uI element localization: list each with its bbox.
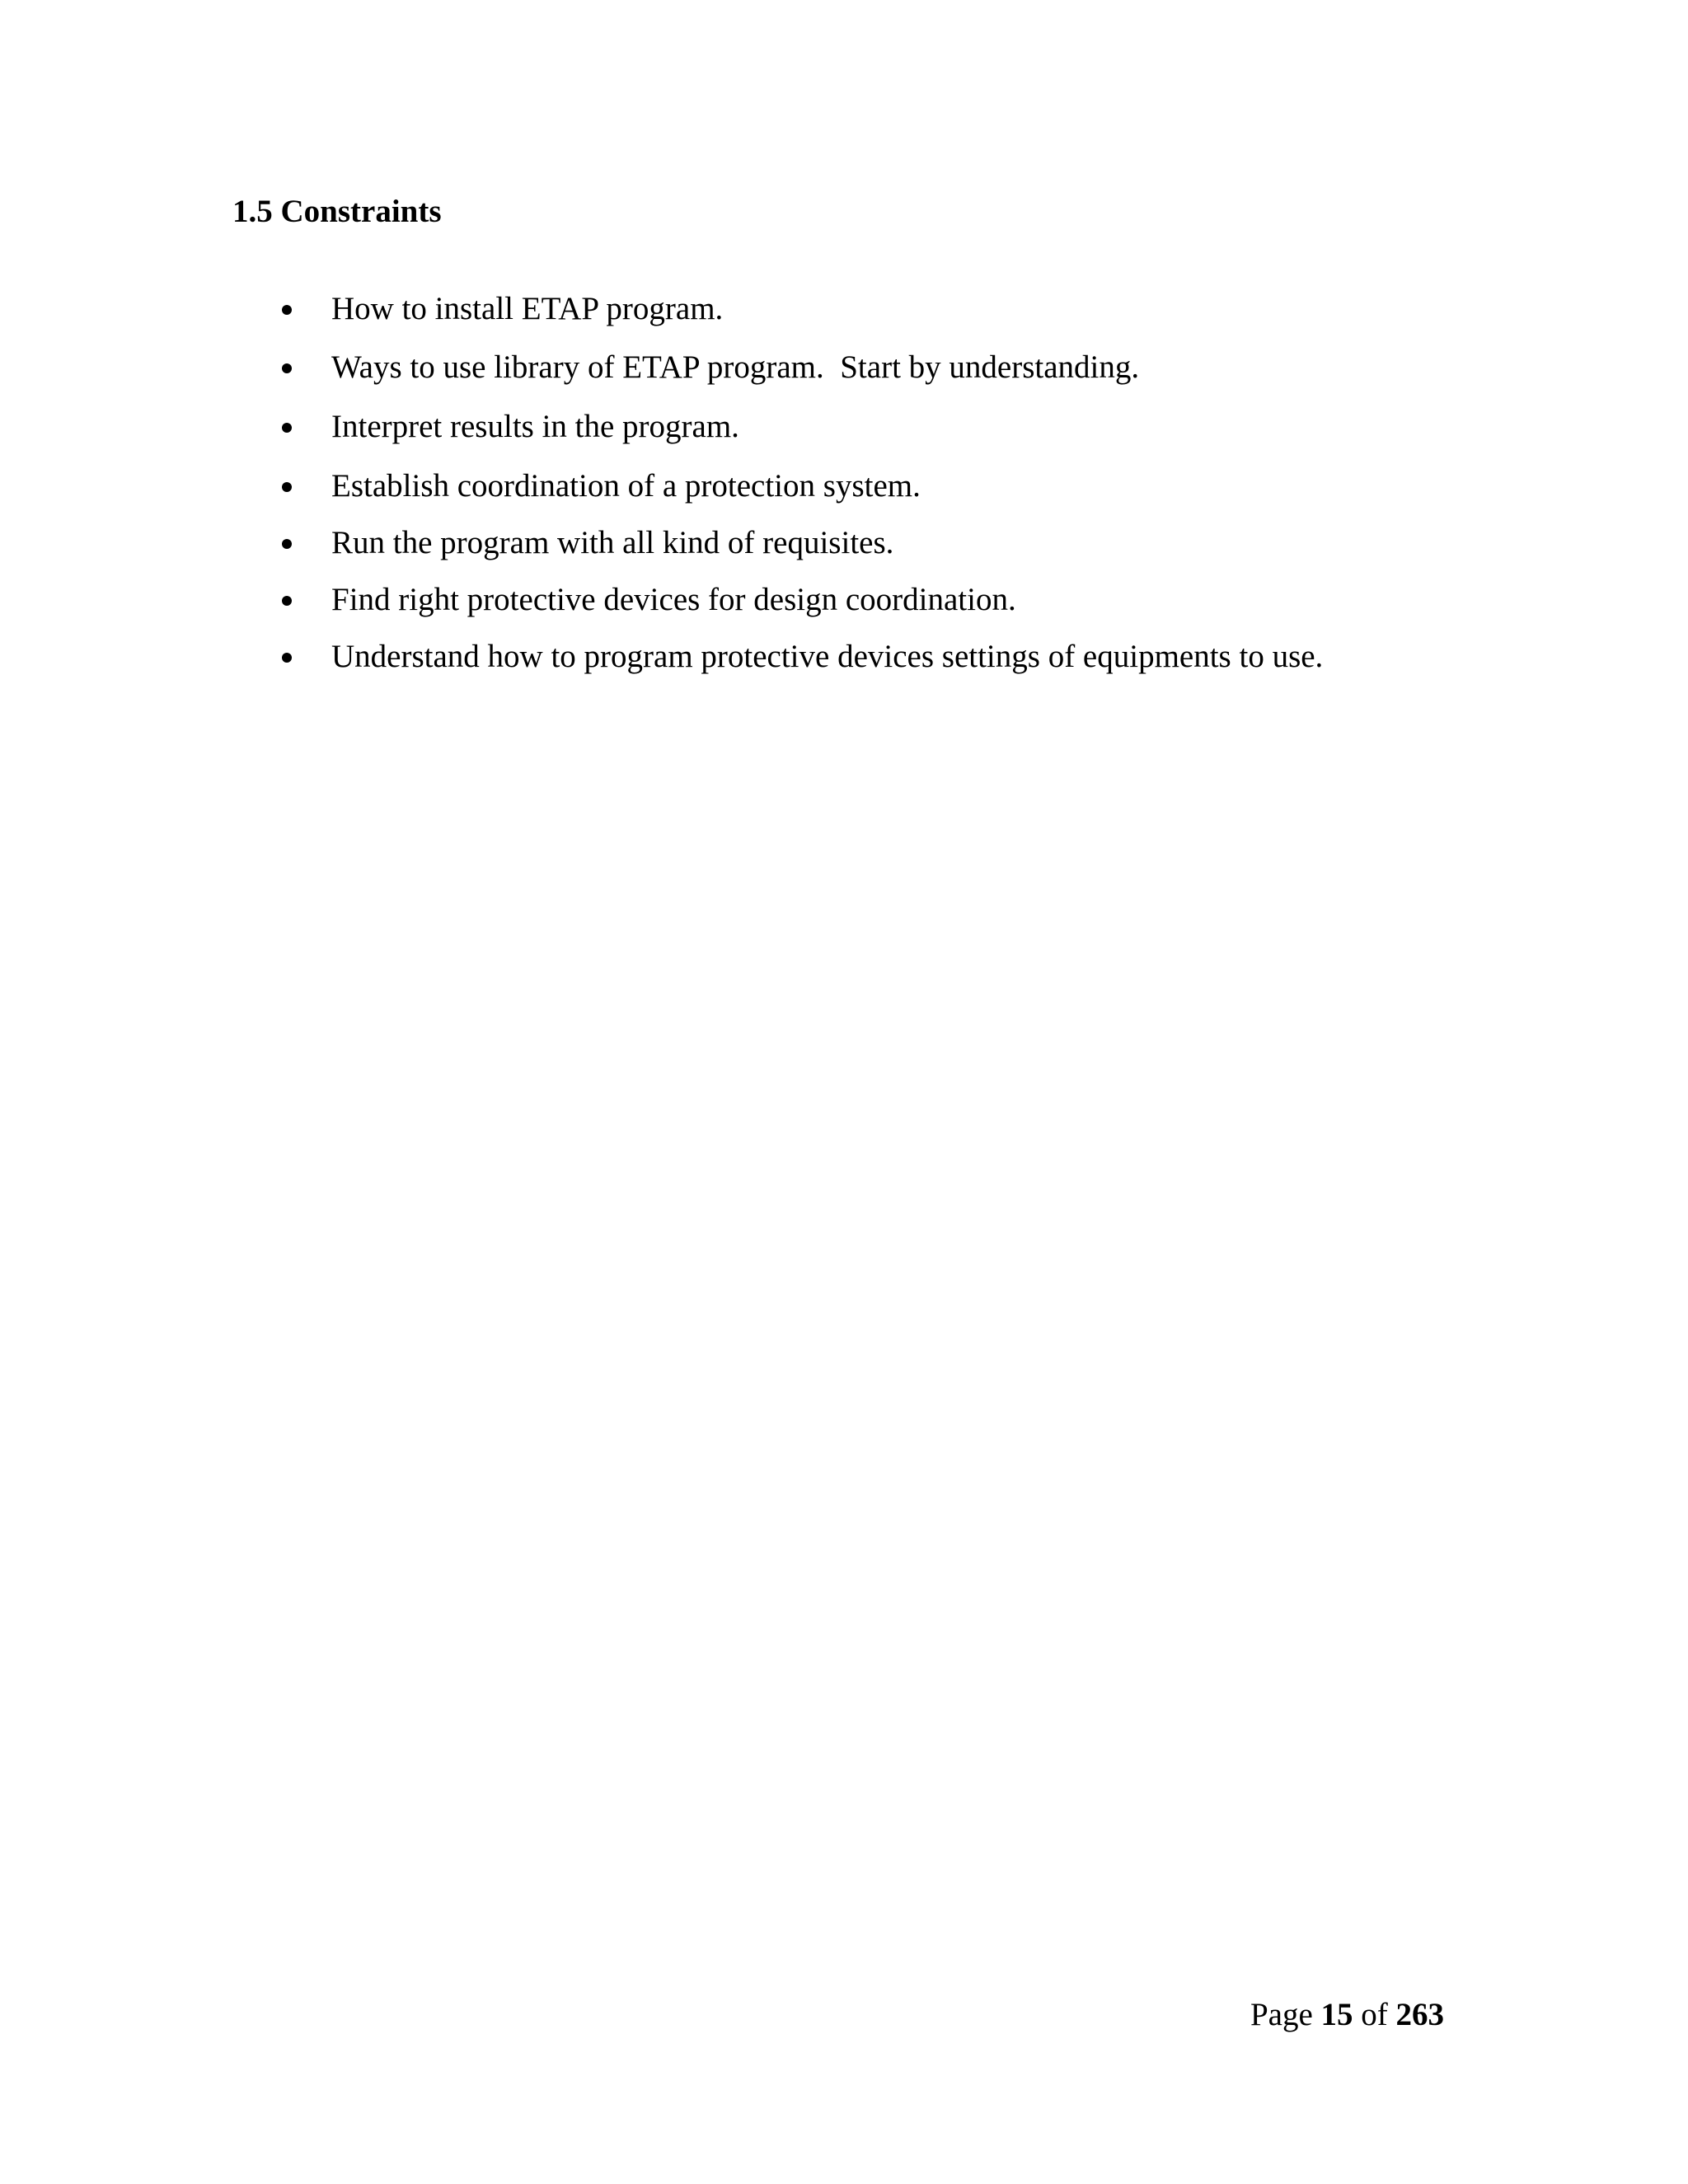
of-label: of [1353,1997,1396,2032]
list-item-text: Run the program with all kind of requisites. [331,525,894,560]
current-page-number: 15 [1320,1997,1353,2032]
bullet-icon [282,423,292,433]
section-heading: 1.5 Constraints [232,194,442,229]
bullet-icon [282,653,292,663]
list-item-text: Find right protective devices for design coordination. [331,582,1016,617]
bullet-icon [282,363,292,373]
bullet-icon [282,539,292,549]
list-item-text: Establish coordination of a protection system. [331,468,921,504]
bullet-icon [282,305,292,315]
list-item-text: Ways to use library of ETAP program. Start by understanding. [331,349,1140,385]
bullet-icon [282,596,292,606]
bullet-icon [282,482,292,492]
page-number-footer [1250,1994,1444,2036]
list-item-text: Understand how to program protective devices settings of equipments to use. [331,639,1324,674]
list-item-text: Interpret results in the program. [331,409,739,444]
total-pages-number: 263 [1395,1997,1444,2032]
page-label: Page [1250,1997,1321,2032]
list-item-text: How to install ETAP program. [331,291,724,326]
